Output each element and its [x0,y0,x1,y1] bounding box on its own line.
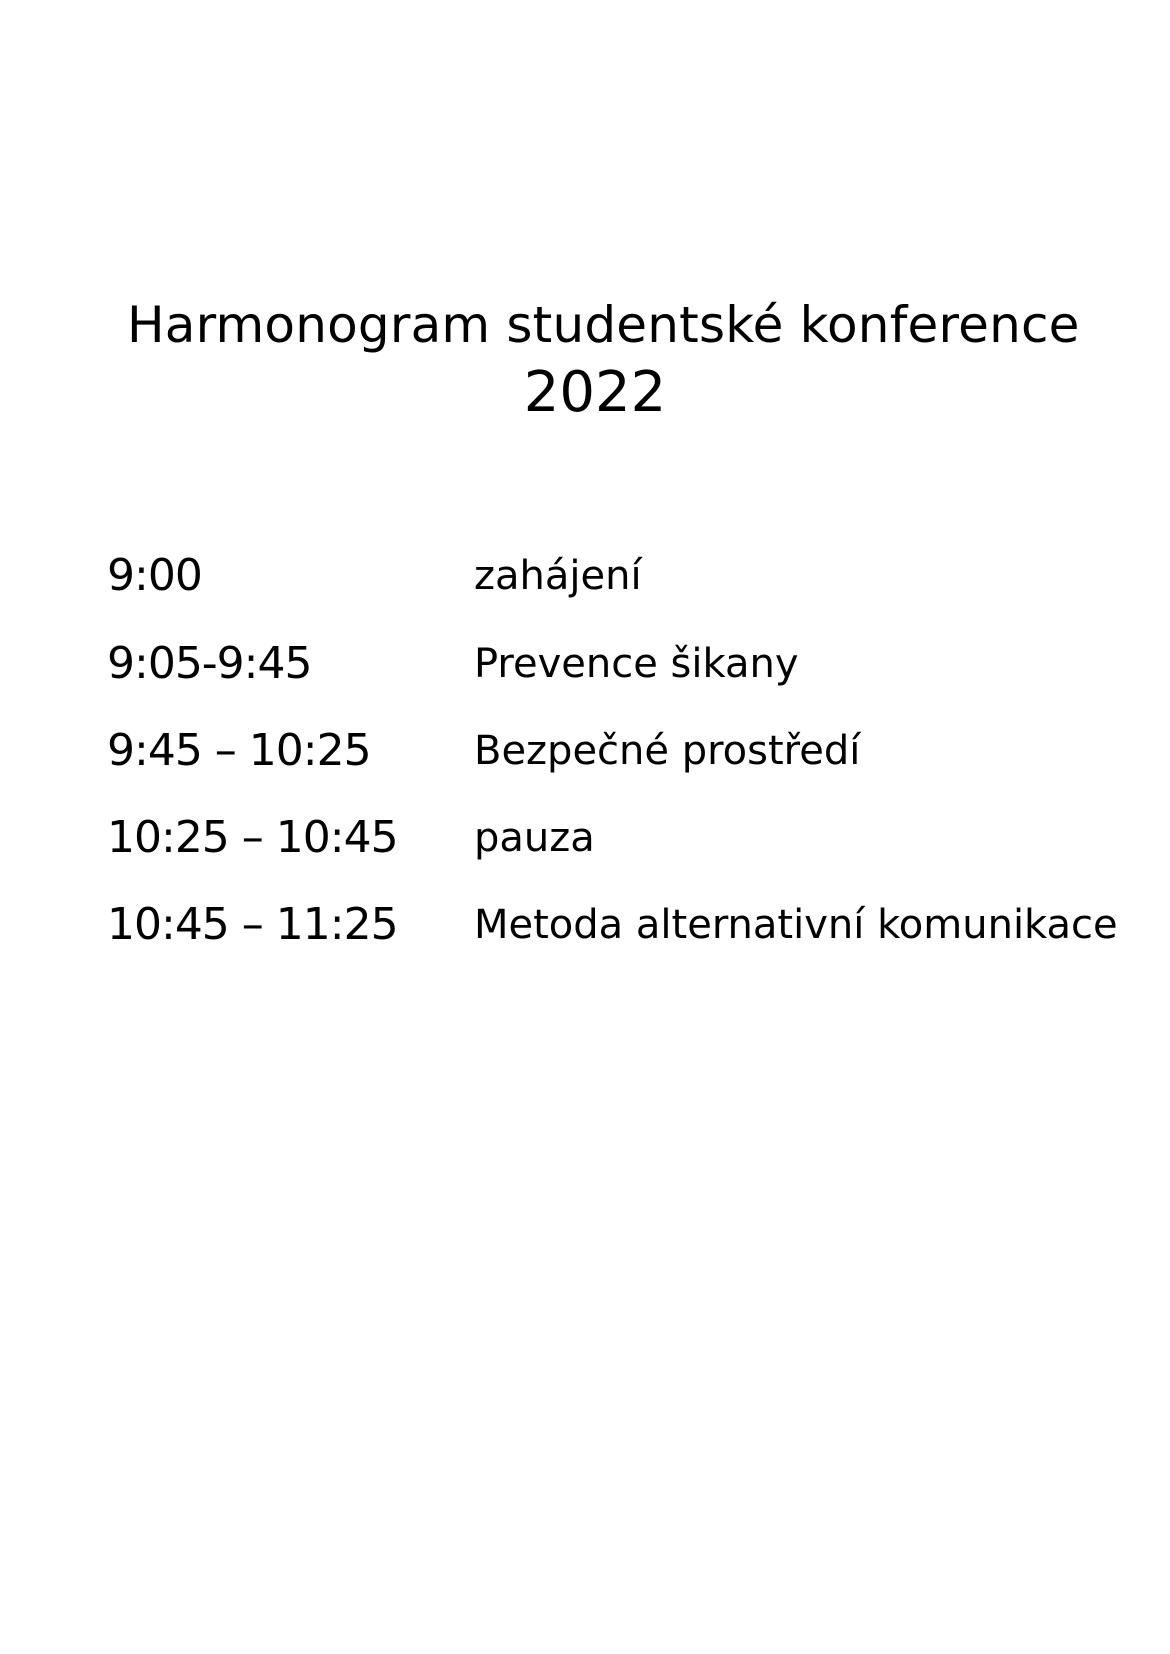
schedule-topic: Metoda alternativní komunikace [474,902,1118,948]
schedule-time: 9:00 [107,550,202,601]
schedule-time: 10:25 – 10:45 [107,812,398,863]
schedule-row [0,721,1170,781]
schedule-row [0,634,1170,694]
schedule-topic: Bezpečné prostředí [474,728,861,774]
schedule-row [0,808,1170,868]
schedule-row [0,546,1170,606]
schedule-topic: pauza [474,815,595,861]
schedule-topic: Prevence šikany [474,641,799,687]
schedule-time: 9:45 – 10:25 [107,725,371,776]
schedule-time: 9:05-9:45 [107,638,312,689]
title-year: 2022 [523,360,667,425]
title-text: Harmonogram studentské konference [127,296,1080,354]
schedule-topic: zahájení [474,553,642,599]
schedule-row [0,895,1170,955]
schedule-time: 10:45 – 11:25 [107,899,398,950]
